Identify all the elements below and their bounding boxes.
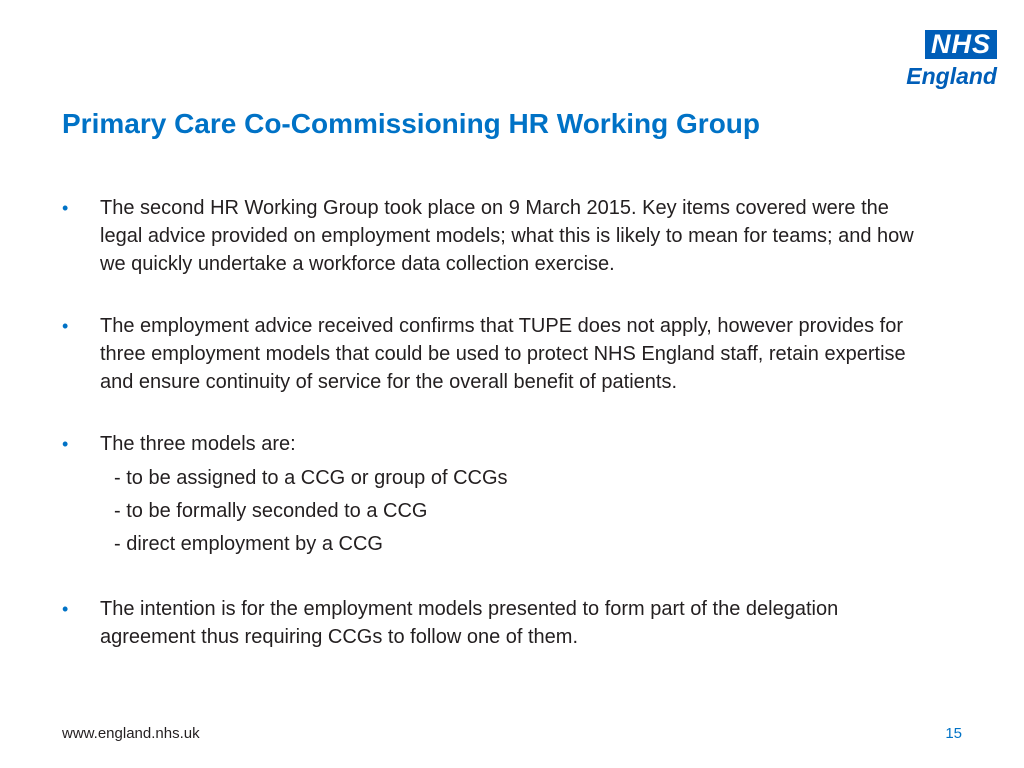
bullet-dot-icon: • bbox=[62, 434, 69, 454]
bullet-item bbox=[62, 595, 922, 651]
models-sub-list bbox=[100, 462, 922, 561]
bullet-text: The second HR Working Group took place on 9 March 2015. Key items covered were the legal advice provided on employment models; what this is likely to mean for teams; and how we quickly undertake a workforce data collection exercise. bbox=[100, 197, 914, 275]
page-number: 15 bbox=[945, 725, 962, 742]
sub-list-item: - to be assigned to a CCG or group of CCGs bbox=[114, 467, 508, 489]
bullet-item bbox=[62, 312, 922, 396]
sub-list-item: - direct employment by a CCG bbox=[114, 533, 383, 555]
bullet-text: The three models are: bbox=[100, 433, 296, 455]
bullet-dot-icon: • bbox=[62, 198, 69, 218]
bullet-text: The intention is for the employment models presented to form part of the delegation agreement thus requiring CCGs to follow one of them. bbox=[100, 598, 839, 648]
bullet-item bbox=[62, 194, 922, 278]
footer-url[interactable]: www.england.nhs.uk bbox=[62, 725, 200, 742]
bullet-text: The employment advice received confirms that TUPE does not apply, however provides for three employment models that could be used to protect NHS England staff, retain expertise and ensure continuity of service for the overall benefit of patients. bbox=[100, 315, 906, 393]
slide-title: Primary Care Co-Commissioning HR Working Group bbox=[62, 108, 761, 139]
nhs-england-logo bbox=[903, 30, 997, 90]
bullet-item bbox=[62, 430, 922, 561]
bullet-dot-icon: • bbox=[62, 316, 69, 336]
bullet-list bbox=[62, 194, 922, 685]
nhs-logo-word: England bbox=[906, 63, 997, 89]
sub-list-item: - to be formally seconded to a CCG bbox=[114, 500, 428, 522]
bullet-dot-icon: • bbox=[62, 599, 69, 619]
nhs-logo-box: NHS bbox=[925, 30, 997, 59]
